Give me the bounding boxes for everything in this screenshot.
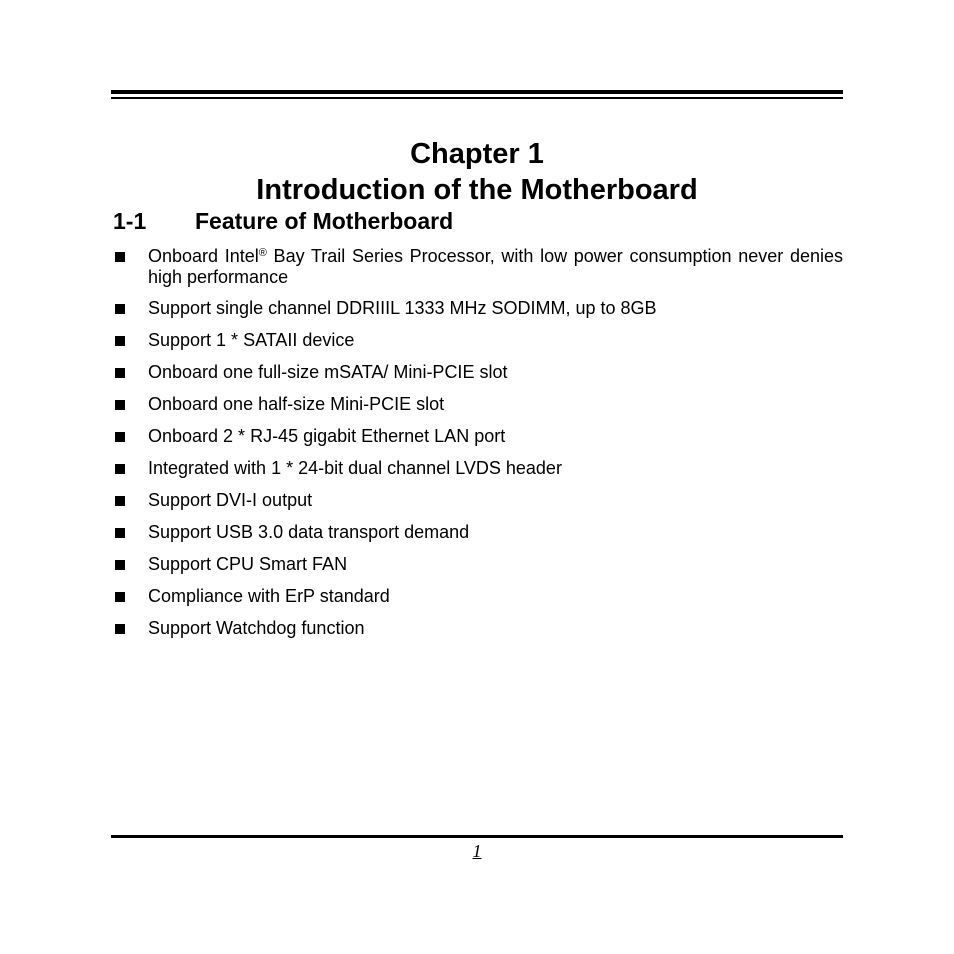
page-number: 1 bbox=[472, 841, 482, 861]
feature-text: Onboard Intel® Bay Trail Series Processor, with low power consumption never denies high performance bbox=[148, 246, 843, 287]
feature-text: Onboard 2 * RJ-45 gigabit Ethernet LAN port bbox=[148, 426, 506, 446]
feature-text: Onboard one full-size mSATA/ Mini-PCIE slot bbox=[148, 362, 508, 382]
list-item bbox=[111, 362, 843, 383]
square-bullet-icon bbox=[115, 496, 125, 506]
square-bullet-icon bbox=[115, 368, 125, 378]
footer-rule bbox=[111, 835, 843, 838]
feature-list bbox=[111, 246, 843, 650]
feature-text: Onboard one half-size Mini-PCIE slot bbox=[148, 394, 445, 414]
list-item bbox=[111, 330, 843, 351]
chapter-number: Chapter 1 bbox=[410, 138, 544, 170]
section-heading bbox=[113, 207, 453, 235]
feature-text: Support CPU Smart FAN bbox=[148, 554, 348, 574]
square-bullet-icon bbox=[115, 528, 125, 538]
feature-text: Support Watchdog function bbox=[148, 618, 365, 638]
square-bullet-icon bbox=[115, 560, 125, 570]
list-item bbox=[111, 586, 843, 607]
square-bullet-icon bbox=[115, 624, 125, 634]
square-bullet-icon bbox=[115, 464, 125, 474]
square-bullet-icon bbox=[115, 304, 125, 314]
feature-text: Support DVI-I output bbox=[148, 490, 313, 510]
list-item bbox=[111, 458, 843, 479]
list-item bbox=[111, 618, 843, 639]
chapter-heading bbox=[111, 136, 843, 208]
feature-text: Support USB 3.0 data transport demand bbox=[148, 522, 470, 542]
list-item bbox=[111, 426, 843, 447]
list-item bbox=[111, 522, 843, 543]
list-item bbox=[111, 554, 843, 575]
square-bullet-icon bbox=[115, 592, 125, 602]
square-bullet-icon bbox=[115, 252, 125, 262]
header-rule-thin bbox=[111, 97, 843, 99]
feature-text: Support 1 * SATAII device bbox=[148, 330, 355, 350]
square-bullet-icon bbox=[115, 336, 125, 346]
feature-text: Support single channel DDRIIIL 1333 MHz SODIMM, up to 8GB bbox=[148, 298, 657, 318]
feature-text: Compliance with ErP standard bbox=[148, 586, 390, 606]
square-bullet-icon bbox=[115, 432, 125, 442]
square-bullet-icon bbox=[115, 400, 125, 410]
section-number: 1-1 bbox=[113, 208, 147, 234]
list-item bbox=[111, 394, 843, 415]
registered-mark: ® bbox=[258, 247, 267, 259]
chapter-title: Introduction of the Motherboard bbox=[256, 174, 698, 206]
header-rule-thick bbox=[111, 90, 843, 94]
feature-text: Integrated with 1 * 24-bit dual channel LVDS header bbox=[148, 458, 562, 478]
section-title: Feature of Motherboard bbox=[195, 208, 454, 234]
list-item bbox=[111, 298, 843, 319]
list-item bbox=[111, 246, 843, 288]
list-item bbox=[111, 490, 843, 511]
